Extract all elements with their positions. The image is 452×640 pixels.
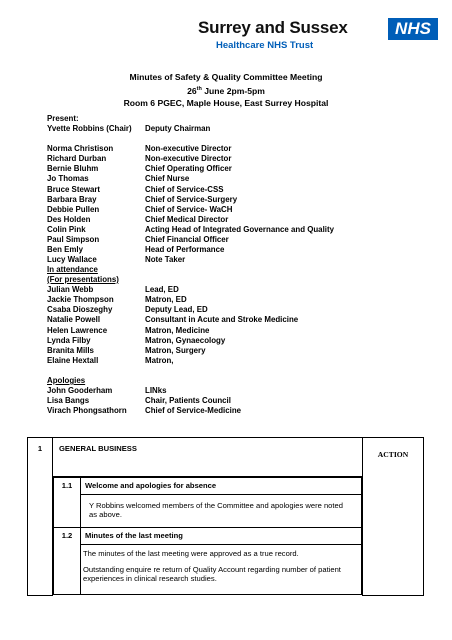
- attendee-role: Chief of Service-Medicine: [145, 406, 242, 416]
- attendee-role: Matron, Gynaecology: [145, 335, 226, 345]
- date-rest: June 2pm-5pm: [201, 85, 265, 96]
- item-paragraph: The minutes of the last meeting were approved as a true record.: [83, 549, 299, 558]
- apologies-section: [47, 376, 241, 416]
- attendee-role: Non-executive Director: [145, 154, 232, 164]
- attendee-name: Bernie Bluhm: [47, 164, 99, 174]
- document-title: [0, 71, 452, 109]
- attendee-name: Barbara Bray: [47, 194, 97, 204]
- title-line-3: Room 6 PGEC, Maple House, East Surrey Hospital: [123, 97, 329, 108]
- attendance-section: [47, 265, 298, 366]
- attendee-row: [47, 356, 298, 366]
- item-title: Welcome and apologies for absence: [81, 478, 362, 495]
- attendee-role: LINks: [145, 386, 167, 396]
- attendee-row: [47, 185, 334, 195]
- attendee-row: [47, 144, 334, 154]
- attendee-name: Lisa Bangs: [47, 396, 90, 406]
- attendee-row: [47, 205, 334, 215]
- attendee-role: Matron, Medicine: [145, 325, 210, 335]
- item-title: Minutes of the last meeting: [81, 528, 362, 545]
- attendee-name: Norma Christison: [47, 144, 114, 154]
- attendee-role: Deputy Chairman: [145, 124, 211, 134]
- attendee-row: [47, 386, 241, 396]
- attendee-name: Paul Simpson: [47, 235, 100, 245]
- attendee-role: Consultant in Acute and Stroke Medicine: [145, 315, 299, 325]
- attendee-role: Matron,: [145, 355, 174, 365]
- attendee-role: Chief Financial Officer: [145, 235, 229, 245]
- attendee-role: Chief of Service- WaCH: [145, 204, 233, 214]
- date-day: 26: [187, 85, 197, 96]
- attendee-role: Lead, ED: [145, 285, 179, 295]
- attendee-name: Colin Pink: [47, 224, 86, 234]
- item-number: 1.2: [54, 528, 81, 595]
- attendee-role: Acting Head of Integrated Governance and Quality: [145, 224, 334, 234]
- trust-logo: [188, 14, 438, 58]
- attendee-name: Helen Lawrence: [47, 325, 108, 335]
- attendee-name: Branita Mills: [47, 345, 94, 355]
- section-title: GENERAL BUSINESS: [53, 438, 363, 477]
- attendee-row: [47, 164, 334, 174]
- table-row: [28, 438, 424, 477]
- attendee-role: Chief of Service-Surgery: [145, 194, 238, 204]
- apologies-heading: Apologies: [47, 376, 86, 385]
- items-table: [53, 477, 362, 595]
- attendee-name: Ben Emly: [47, 245, 83, 255]
- action-header: ACTION: [363, 438, 424, 596]
- attendance-subheading: (For presentations): [47, 275, 119, 285]
- attendee-name: Debbie Pullen: [47, 204, 100, 214]
- title-line-2: [0, 83, 452, 97]
- attendee-name: Natalie Powell: [47, 315, 101, 325]
- attendee-role: Matron, ED: [145, 295, 187, 305]
- section-number: 1: [28, 438, 53, 596]
- attendee-row: [47, 396, 241, 406]
- attendee-name: Yvette Robbins (Chair): [47, 124, 132, 134]
- minutes-table: [27, 437, 424, 596]
- attendee-role: Matron, Surgery: [145, 345, 206, 355]
- org-subtitle: Healthcare NHS Trust: [216, 40, 314, 51]
- attendee-row: [47, 255, 334, 265]
- attendee-row: [47, 406, 241, 416]
- item-text: [81, 545, 362, 595]
- attendee-row: [47, 285, 298, 295]
- attendee-name: Des Holden: [47, 214, 91, 224]
- attendee-row: [47, 295, 298, 305]
- attendee-row: [47, 315, 298, 325]
- attendee-name: Julian Webb: [47, 285, 94, 295]
- attendee-name: Virach Phongsathorn: [47, 406, 127, 416]
- attendee-row: [47, 336, 298, 346]
- attendee-name: John Gooderham: [47, 386, 113, 396]
- attendee-row: [47, 346, 298, 356]
- attendee-role: Non-executive Director: [145, 144, 232, 154]
- attendee-row: [47, 174, 334, 184]
- item-body-row: [54, 545, 362, 595]
- attendee-name: Jo Thomas: [47, 174, 89, 184]
- attendee-role: Head of Performance: [145, 245, 225, 255]
- nhs-badge: NHS: [388, 18, 438, 40]
- item-header-row: [54, 528, 362, 545]
- attendee-role: Chair, Patients Council: [145, 396, 231, 406]
- item-header-row: [54, 478, 362, 495]
- item-number: 1.1: [54, 478, 81, 528]
- attendee-name: Lynda Filby: [47, 335, 91, 345]
- attendee-role: Chief Operating Officer: [145, 164, 232, 174]
- attendee-row: [47, 305, 298, 315]
- attendee-role: Chief of Service-CSS: [145, 184, 224, 194]
- items-cell: [53, 477, 363, 596]
- attendee-row: [47, 124, 334, 134]
- attendee-name: Richard Durban: [47, 154, 107, 164]
- attendee-row: [47, 195, 334, 205]
- present-section: [47, 114, 334, 265]
- attendee-role: Chief Medical Director: [145, 214, 229, 224]
- attendee-row: [47, 326, 298, 336]
- title-line-1: Minutes of Safety & Quality Committee Meeting: [129, 72, 323, 82]
- attendee-row: [47, 225, 334, 235]
- date-suffix: th: [196, 86, 202, 92]
- attendee-row: [47, 154, 334, 164]
- present-heading: Present:: [47, 114, 79, 123]
- attendee-row: [47, 235, 334, 245]
- attendee-name: Jackie Thompson: [47, 295, 114, 305]
- attendee-row: [47, 245, 334, 255]
- attendee-name: Csaba Dioszeghy: [47, 305, 113, 315]
- attendance-heading: In attendance: [47, 265, 98, 274]
- attendee-role: Chief Nurse: [145, 174, 190, 184]
- org-name: Surrey and Sussex: [198, 18, 348, 37]
- item-body-row: [54, 495, 362, 528]
- attendee-name: Bruce Stewart: [47, 184, 101, 194]
- attendee-role: Note Taker: [145, 255, 186, 265]
- attendee-name: Elaine Hextall: [47, 355, 99, 365]
- attendee-row: [47, 215, 334, 225]
- item-paragraph: Outstanding enquire re return of Quality Account regarding number of patient experiences in clinical research studies.: [83, 565, 341, 583]
- attendee-name: Lucy Wallace: [47, 255, 97, 265]
- attendee-role: Deputy Lead, ED: [145, 305, 208, 315]
- item-text: Y Robbins welcomed members of the Committee and apologies were noted as above.: [81, 495, 362, 528]
